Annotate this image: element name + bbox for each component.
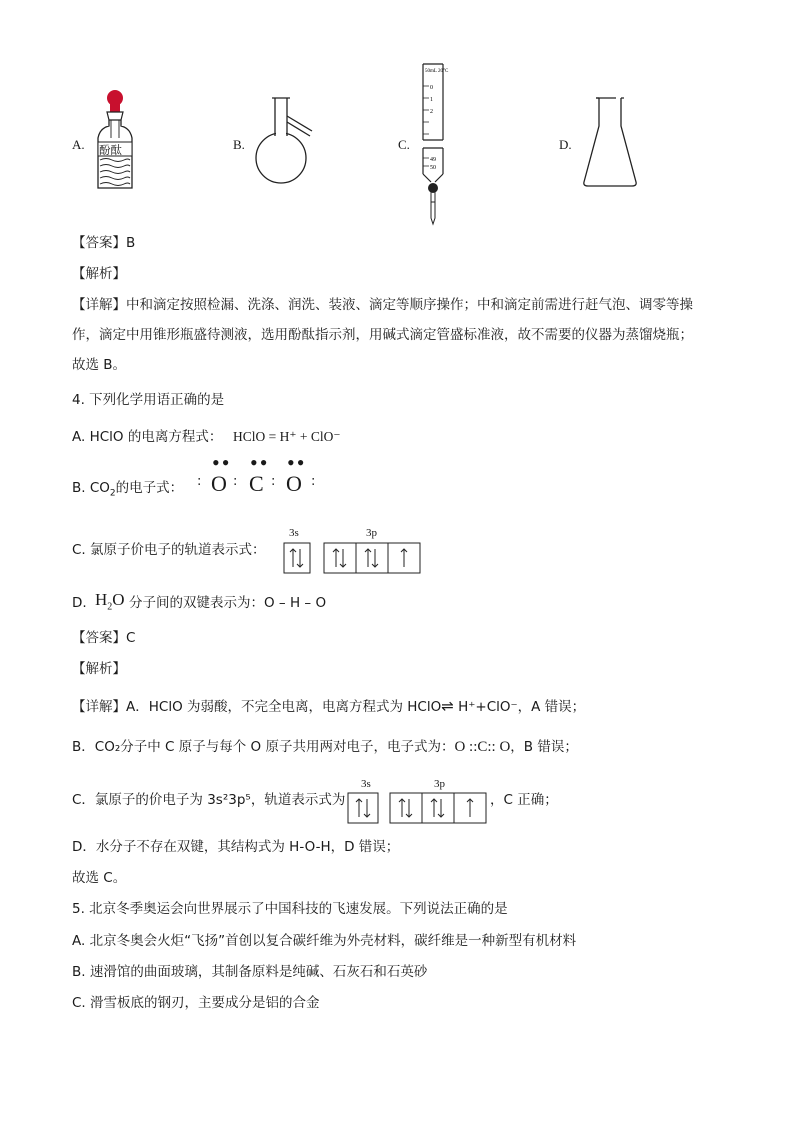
dots-mid-2: : — [271, 474, 276, 489]
q5-option-a: A. 北京冬奥会火炬“飞扬”首创以复合碳纤维为外壳材料，碳纤维是一种新型有机材料 — [72, 933, 577, 949]
co2-atom-c: C — [249, 471, 264, 496]
q4-conclusion: 故选 C。 — [72, 870, 127, 886]
q4-option-d-formula — [95, 590, 125, 612]
q4-option-b-co: B. CO — [72, 480, 110, 496]
q3-detail-line-1: 【详解】中和滴定按照检漏、洗涤、润洗、装液、滴定等顺序操作；中和滴定前需进行赶气泡、调零等操 — [72, 297, 693, 313]
orbital-3p-label: 3p — [366, 527, 377, 539]
q4-detail-b-post: ，B 错误； — [510, 739, 578, 755]
q4-detail-d: D．水分子不存在双键，其结构式为 H-O-H，D 错误； — [72, 839, 400, 855]
co2-atom-o-left: O — [211, 471, 227, 496]
burette-tick-50: 50 — [430, 165, 436, 171]
co2-electron-formula — [197, 450, 327, 502]
burette-tick-49: 49 — [430, 157, 436, 163]
co2-atom-o-right: O — [286, 471, 302, 496]
dots-right: : — [311, 474, 316, 489]
option-d-letter: D. — [559, 137, 572, 152]
phenolphthalein-label: 酚酞 — [99, 143, 122, 157]
dots-mid-1: : — [233, 474, 238, 489]
q4-option-c-prefix: C. 氯原子价电子的轨道表示式： — [72, 542, 266, 558]
erlenmeyer-flask-icon — [580, 96, 644, 190]
q5-option-c: C. 滑雪板底的钢刃，主要成分是铝的合金 — [72, 995, 320, 1011]
q4-detail-b-formula: O ::C:: O — [454, 739, 511, 755]
burette-icon — [415, 62, 451, 228]
q4-detail-a-post: H⁺+ClO⁻，A 错误； — [453, 699, 586, 715]
dots-top-1: •• — [212, 450, 232, 475]
q4-option-b-suffix: 的电子式： — [115, 480, 184, 496]
q4-analysis-heading: 【解析】 — [72, 661, 126, 677]
orbital-diagram — [276, 541, 422, 577]
q4-option-a-equation: HClO = H⁺ + ClO⁻ — [233, 429, 341, 444]
detail-orbital-3p-label: 3p — [434, 778, 445, 790]
option-a-letter: A. — [72, 137, 85, 152]
burette-tick-2: 2 — [430, 109, 433, 115]
q4-detail-c-pre: C．氯原子的价电子为 3s²3p⁵，轨道表示式为 — [72, 792, 346, 808]
q4-option-b-sub: 2 — [109, 488, 116, 499]
q4-detail-a — [72, 697, 585, 716]
dots-top-3: •• — [287, 450, 307, 475]
q4-detail-a-pre: 【详解】A．HClO 为弱酸，不完全电离，电离方程式为 HClO — [72, 699, 442, 715]
dots-left: : — [197, 474, 202, 489]
burette-tick-1: 1 — [430, 97, 433, 103]
q4-option-b-prefix — [72, 479, 183, 503]
q5-stem: 5. 北京冬季奥运会向世界展示了中国科技的飞速发展。下列说法正确的是 — [72, 901, 508, 917]
q3-detail-line-3: 故选 B。 — [72, 357, 127, 373]
q4-option-d-text: 分子间的双键表示为：O – H – O — [129, 595, 327, 611]
q4-option-d-o: O — [112, 590, 125, 609]
q4-option-d-letter: D. — [72, 595, 87, 611]
phenolphthalein-bottle-icon — [90, 88, 150, 196]
orbital-3s-label: 3s — [289, 527, 299, 539]
q4-detail-b — [72, 738, 578, 756]
option-c-letter: C. — [398, 137, 410, 152]
distillation-flask-icon — [254, 96, 326, 192]
detail-orbital-diagram — [345, 791, 487, 827]
q4-option-d-sub: 2 — [107, 601, 113, 613]
q4-option-a-prefix: A. HClO 的电离方程式： — [72, 429, 223, 445]
q4-detail-b-pre: B．CO₂分子中 C 原子与每个 O 原子共用两对电子，电子式为： — [72, 739, 455, 755]
q3-detail-line-2: 作，滴定中用锥形瓶盛待测液，选用酚酞指示剂，用碱式滴定管盛标准液，故不需要的仪器为蒸馏烧瓶； — [72, 327, 693, 343]
q5-option-b: B. 速滑馆的曲面玻璃，其制备原料是纯碱、石灰石和石英砂 — [72, 964, 428, 980]
q4-detail-c-post: ，C 正确； — [490, 792, 558, 808]
dots-top-2: •• — [250, 450, 270, 475]
burette-tick-0: 0 — [430, 85, 433, 91]
q3-answer: 【答案】B — [72, 235, 136, 251]
detail-orbital-3s-label: 3s — [361, 778, 371, 790]
q4-stem: 4. 下列化学用语正确的是 — [72, 392, 225, 408]
q4-answer: 【答案】C — [72, 630, 136, 646]
option-b-letter: B. — [233, 137, 245, 152]
burette-top-label: 50mL 20°C — [425, 69, 449, 74]
q4-option-d-h: H — [95, 590, 108, 609]
equilibrium-arrow-icon: ⇌ — [441, 697, 454, 715]
q3-analysis-heading: 【解析】 — [72, 266, 126, 282]
